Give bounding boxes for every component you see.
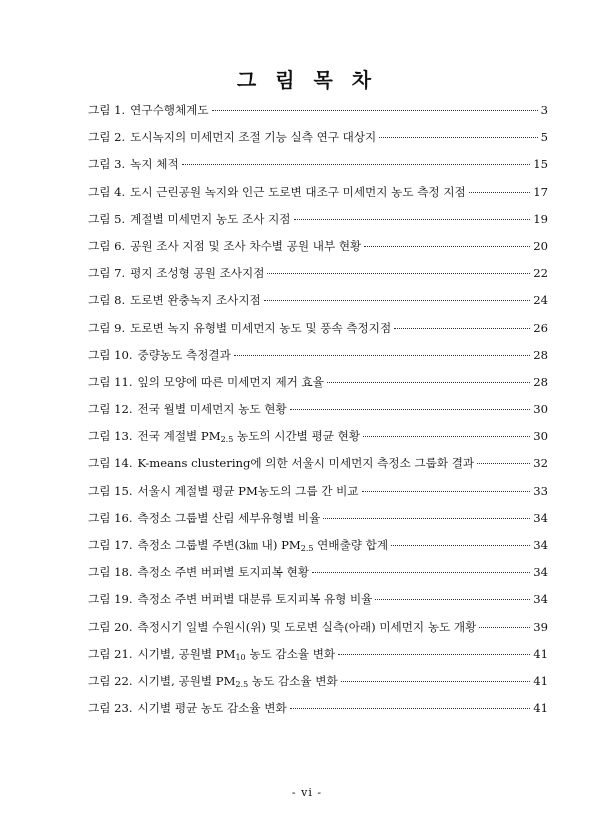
page-number: 20 bbox=[533, 238, 548, 253]
figure-number: 그림 3. bbox=[88, 157, 126, 172]
page-number: 41 bbox=[533, 673, 548, 688]
dot-leader bbox=[479, 626, 530, 628]
figure-title: 측정소 그룹별 주변(3㎞ 내) $PM_{2.5}$ 연배출량 합계 bbox=[137, 538, 389, 553]
figure-title: 서울시 계절별 평균 PM농도의 그룹 간 비교 bbox=[137, 483, 359, 498]
figure-number: 그림 13. bbox=[88, 429, 133, 444]
figure-title: 전국 계절별 $PM_{2.5}$ 농도의 시간별 평균 현황 bbox=[137, 429, 361, 445]
figure-title: 측정소 주변 버퍼별 대분류 토지피복 유형 비율 bbox=[137, 592, 373, 607]
toc-entry-3[interactable] bbox=[88, 156, 548, 183]
toc-entry-16[interactable] bbox=[88, 510, 548, 537]
page-number: 30 bbox=[533, 402, 548, 417]
figure-title: 도시녹지의 미세먼지 조절 기능 실측 연구 대상지 bbox=[130, 130, 377, 145]
figure-title: K-means clustering에 의한 서울시 미세먼지 측정소 그룹화 결과 bbox=[137, 456, 475, 471]
toc-entry-19[interactable] bbox=[88, 591, 548, 618]
subscript: 10 bbox=[235, 652, 246, 662]
figure-title: 측정시기 일별 수원시(위) 및 도로변 실측(아래) 미세먼지 농도 개황 bbox=[137, 619, 477, 634]
figure-number: 그림 4. bbox=[88, 184, 126, 199]
figure-title: 계절별 미세먼지 농도 조사 지점 bbox=[130, 211, 291, 226]
figure-title: 도시 근린공원 녹지와 인근 도로변 대조구 미세먼지 농도 측정 지점 bbox=[130, 184, 466, 199]
figure-number: 그림 14. bbox=[88, 456, 133, 471]
subscript: 2.5 bbox=[300, 544, 314, 553]
figure-number: 그림 15. bbox=[88, 483, 133, 498]
figure-number: 그림 22. bbox=[88, 673, 133, 688]
figure-number: 그림 10. bbox=[88, 347, 133, 362]
dot-leader bbox=[290, 707, 531, 709]
dot-leader bbox=[364, 245, 530, 247]
dot-leader bbox=[327, 381, 530, 383]
toc-entry-20[interactable] bbox=[88, 619, 548, 646]
dot-leader bbox=[267, 272, 530, 274]
dot-leader bbox=[379, 136, 537, 138]
page-footer: - vi - bbox=[291, 786, 323, 799]
figure-number: 그림 20. bbox=[88, 619, 133, 634]
toc-entry-9[interactable] bbox=[88, 320, 548, 347]
page-number: 41 bbox=[533, 701, 548, 716]
toc-entry-10[interactable] bbox=[88, 347, 548, 374]
figure-title: 측정소 그룹별 산림 세부유형별 비율 bbox=[137, 510, 321, 525]
page-number: 33 bbox=[533, 483, 548, 498]
toc-entry-13[interactable] bbox=[88, 428, 548, 455]
dot-leader bbox=[290, 408, 531, 410]
dot-leader bbox=[264, 299, 531, 301]
dot-leader bbox=[323, 517, 530, 519]
dot-leader bbox=[341, 680, 531, 682]
page-number: 5 bbox=[540, 130, 548, 145]
dot-leader bbox=[362, 490, 531, 492]
figure-number: 그림 6. bbox=[88, 238, 126, 253]
toc-entry-17[interactable] bbox=[88, 537, 548, 564]
page-number: 19 bbox=[533, 211, 548, 226]
dot-leader bbox=[234, 354, 530, 356]
subscript: 2.5 bbox=[220, 435, 234, 445]
page-number: 34 bbox=[533, 510, 548, 525]
page-number: 34 bbox=[533, 592, 548, 607]
figure-title: 측정소 주변 버퍼별 토지피복 현황 bbox=[137, 565, 310, 580]
figure-number: 그림 5. bbox=[88, 211, 126, 226]
toc-entry-7[interactable] bbox=[88, 265, 548, 292]
figure-title: 시기별, 공원별 $PM_{10}$ 농도 감소율 변화 bbox=[137, 646, 336, 662]
figure-title: 연구수행체계도 bbox=[130, 103, 209, 117]
figure-number: 그림 16. bbox=[88, 510, 133, 525]
page-number: 30 bbox=[533, 429, 548, 444]
figure-title: 녹지 체적 bbox=[130, 157, 179, 172]
page-number: 22 bbox=[533, 266, 548, 281]
figure-number: 그림 12. bbox=[88, 402, 133, 417]
figure-number: 그림 2. bbox=[88, 130, 126, 145]
toc-entry-21[interactable] bbox=[88, 646, 548, 673]
toc-entry-5[interactable] bbox=[88, 211, 548, 238]
page-number: 32 bbox=[533, 456, 548, 471]
dot-leader bbox=[391, 544, 530, 546]
figure-title: 전국 월별 미세먼지 농도 현황 bbox=[137, 402, 287, 417]
toc-entry-12[interactable] bbox=[88, 401, 548, 428]
figure-number: 그림 17. bbox=[88, 538, 133, 552]
page-number: 41 bbox=[533, 646, 548, 661]
toc-entry-22[interactable] bbox=[88, 673, 548, 700]
dot-leader bbox=[338, 653, 530, 655]
figure-number: 그림 19. bbox=[88, 592, 133, 607]
figure-title: 공원 조사 지점 및 조사 차수별 공원 내부 현황 bbox=[130, 238, 362, 253]
dot-leader bbox=[469, 191, 531, 193]
page-title: 그 림 목 차 bbox=[236, 68, 378, 92]
figure-number: 그림 18. bbox=[88, 565, 133, 580]
page-number: 39 bbox=[533, 619, 548, 634]
page-number: 15 bbox=[533, 157, 548, 172]
dot-leader bbox=[477, 462, 530, 464]
figure-number: 그림 9. bbox=[88, 320, 126, 335]
figure-number: 그림 23. bbox=[88, 701, 133, 716]
figure-title: 시기별, 공원별 $PM_{2.5}$ 농도 감소율 변화 bbox=[137, 673, 338, 689]
page-number: 34 bbox=[533, 565, 548, 580]
figure-number: 그림 8. bbox=[88, 293, 126, 308]
dot-leader bbox=[394, 327, 530, 329]
toc-entry-8[interactable] bbox=[88, 292, 548, 319]
figure-title: 평지 조성형 공원 조사지점 bbox=[130, 266, 265, 281]
figure-number: 그림 21. bbox=[88, 646, 133, 661]
toc-entry-15[interactable] bbox=[88, 483, 548, 510]
dot-leader bbox=[182, 163, 531, 165]
toc-entry-11[interactable] bbox=[88, 374, 548, 401]
toc-entry-18[interactable] bbox=[88, 564, 548, 591]
figure-number: 그림 1. bbox=[88, 103, 126, 117]
subscript: 2.5 bbox=[235, 679, 249, 689]
page-number: 26 bbox=[533, 320, 548, 335]
dot-leader bbox=[312, 571, 530, 573]
dot-leader bbox=[363, 435, 530, 437]
page-number: 24 bbox=[533, 293, 548, 308]
dot-leader bbox=[375, 598, 530, 600]
page-number: 28 bbox=[533, 347, 548, 362]
toc-entry-23[interactable] bbox=[88, 700, 548, 727]
page-number: 3 bbox=[540, 103, 548, 117]
figure-title: 도로변 녹지 유형별 미세먼지 농도 및 풍속 측정지점 bbox=[130, 320, 392, 335]
page-number: 28 bbox=[533, 374, 548, 389]
dot-leader bbox=[294, 218, 531, 220]
figure-title: 잎의 모양에 따른 미세먼지 제거 효율 bbox=[137, 374, 324, 389]
figure-title: 도로변 완충녹지 조사지점 bbox=[130, 293, 261, 308]
figure-list bbox=[88, 102, 548, 727]
toc-entry-2[interactable] bbox=[88, 129, 548, 156]
toc-entry-14[interactable] bbox=[88, 455, 548, 482]
figure-title: 중량농도 측정결과 bbox=[137, 347, 231, 362]
toc-entry-6[interactable] bbox=[88, 238, 548, 265]
dot-leader bbox=[212, 109, 538, 111]
page-number: 34 bbox=[533, 538, 548, 552]
toc-entry-4[interactable] bbox=[88, 184, 548, 211]
toc-entry-1[interactable] bbox=[88, 102, 548, 129]
figure-title: 시기별 평균 농도 감소율 변화 bbox=[137, 701, 287, 716]
figure-number: 그림 7. bbox=[88, 266, 126, 281]
figure-number: 그림 11. bbox=[88, 374, 133, 389]
page-number: 17 bbox=[533, 184, 548, 199]
